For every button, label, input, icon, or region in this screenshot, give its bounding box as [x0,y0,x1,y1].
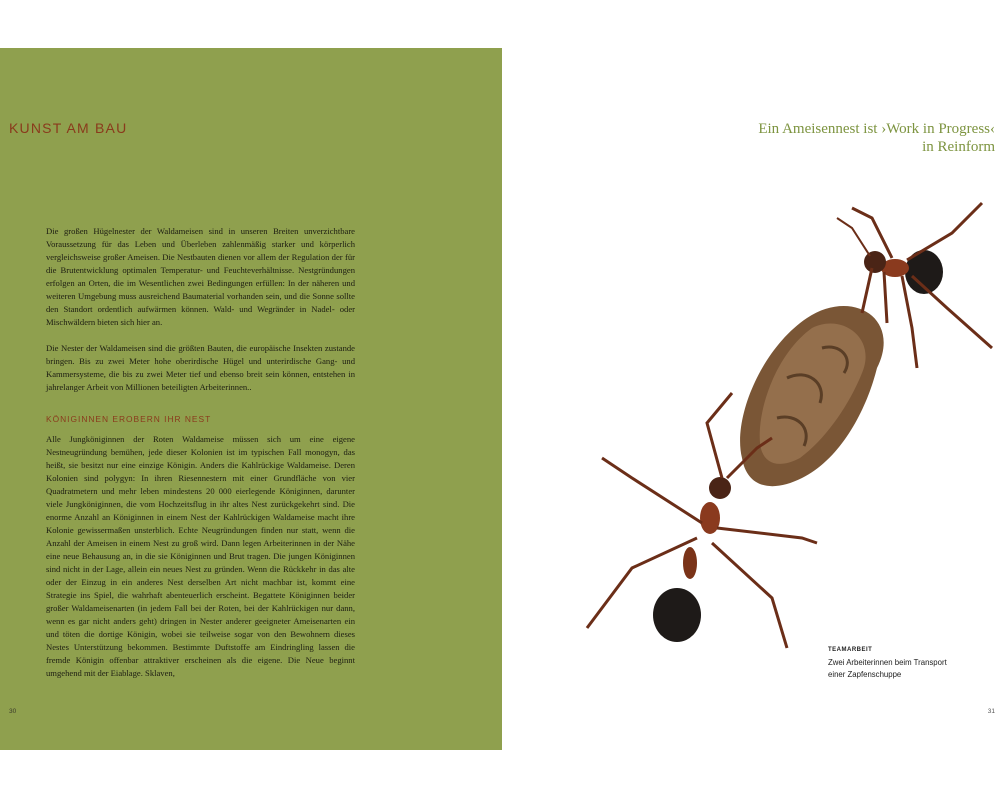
body-paragraph: Alle Jungköniginnen der Roten Waldameise müssen sich um eine eigene Nestneugründung bemühen, jede dieser Kolonien ist im typischen Fall monogyn, das heißt, sie besitzt nur eine einzige Königin. Anders die Kahlrückige Waldameise. Deren Kolonien sind polygyn: In ihren Riesennestern mit einer Grundfläche von vier Quadratmetern und mehr leben mindestens 20 000 eierlegende Königinnen, darunter viele Jungköniginnen, die vom Hochzeitsflug in ihr altes Nest zurückgekehrt sind. Die enorme Anzahl an Königinnen in einem Nest der Kahlrückigen Waldameise macht ihre Kolonie gewissermaßen unsterblich. Echte Neugründungen finden nur statt, wenn die Anzahl der Ameisen in einem Nest zu groß wird. Dann legen Arbeiterinnen in der Nähe eine neue Behausung an, in die sie Königinnen und Brut tragen. Die jungen Königinnen sind nicht in der Lage, allein ein neues Nest zu gründen. Wenn die Rückkehr in das alte oder der Einzug in ein anderes Nest derselben Art nicht machbar ist, kommt eine Strategie ins Spiel, die wahrhaft abenteuerlich erscheint. Begattete Königinnen beider großer Waldameisenarten (in jedem Fall bei der Roten, bei der Kahlrückigen nur dann, wenn es gar nicht anders geht) dringen in Nester anderer geeigneter Ameisenarten ein und töten die dortige Königin, wobei sie teilweise sogar von den Bewohnern dieses Nestes Unterstützung bekommen. Bestimmte Duftstoffe am Eindringling lassen die fremde Königin offenbar attraktiver erscheinen als die eigene. Die Neue beginnt umgehend mit der Eiablage. Sklaven, [46,434,355,678]
book-spread [0,48,1000,750]
page-number-right: 31 [987,708,995,715]
cone-scale [740,306,884,486]
page-number-left: 30 [9,708,17,715]
left-page [0,48,502,750]
caption-line: Zwei Arbeiterinnen beim Transport [828,658,947,667]
caption-title: TEAMARBEIT [828,647,873,653]
body-paragraph: Die Nester der Waldameisen sind die größten Bauten, die europäische Insekten zustande bringen. Bis zu zwei Meter hohe oberirdische Hügel und unterirdische Gang- und Kammersysteme, die bis zu zwei Meter tief und ebenso breit sein können, entstehen in jahrelanger Arbeit von Millionen beteiligten Arbeiterinnen.. [46,343,355,392]
caption-line: einer Zapfenschuppe [828,669,902,679]
caption-text [828,657,968,680]
right-page [502,48,1000,750]
headline-line: in Reinform [922,139,995,155]
ant-photo [572,178,1000,678]
pull-headline [758,120,995,156]
headline-line: Ein Ameisennest ist ›Work in Progress‹ [758,121,995,137]
subheading: KÖNIGINNEN EROBERN IHR NEST [46,414,212,424]
section-title: KUNST AM BAU [9,120,128,136]
body-paragraph: Die großen Hügelnester der Waldameisen sind in unseren Breiten unverzichtbare Voraussetzung für das Leben und Überleben zahlenmäßig starker und körperlich vergleichsweise großer Ameisen. Die Nestbauten dienen vor allem der Regulation der für die Brutentwicklung optimalen Temperatur- und Feuchteverhältnisse. Nestgründungen erfolgen an Orten, die im Wesentlichen zwei Bedingungen erfüllen: In der näheren und weiteren Umgebung muss ausreichend Baumaterial vorhanden sein, und die Sonne sollte den Standort ordentlich aufwärmen können. Wald- und Wegränder in Nadel- oder Mischwäldern bieten sich hier an. [46,226,355,327]
